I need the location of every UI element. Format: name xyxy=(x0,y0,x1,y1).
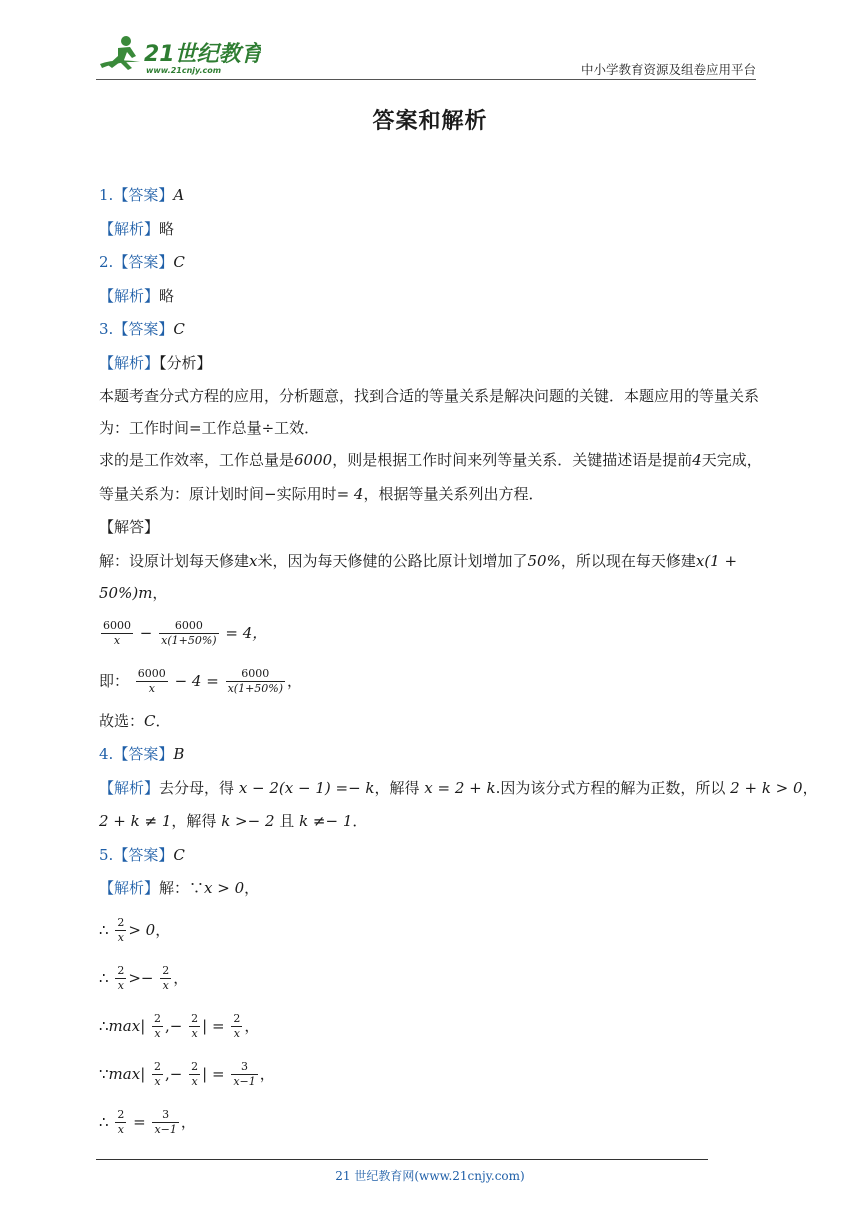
q3-analysis-text-2: 求的是工作效率，工作总量是6000，则是根据工作时间来列等量关系．关键描述语是提前4天完成， xyxy=(99,451,762,469)
q5-step-3: ∴max| $\frac{2}{x}$ ,− $\frac{2}{x}$ | = $\frac{2}{x}$ ， xyxy=(99,1012,260,1040)
q3-equation-2: 即： $\frac{6000}{x}$ − 4 = $\frac{6000}{x(1+50\%)}$ ， xyxy=(99,667,303,695)
q3-analysis-text-3: 等量关系为：原计划时间−实际用时= 4，根据等量关系列出方程． xyxy=(99,484,544,503)
site-logo xyxy=(96,34,261,76)
q5-analysis: 【解析】解：∵x > 0， xyxy=(99,879,260,897)
q3-analysis-heading: 【解析】【分析】 xyxy=(99,353,212,372)
platform-name: 中小学教育资源及组卷应用平台 xyxy=(580,62,756,77)
q2-analysis: 【解析】略 xyxy=(99,286,175,305)
page-header xyxy=(96,30,756,80)
q2-answer: 2.【答案】C xyxy=(99,253,185,271)
q4-analysis-2: 2 + k ≠ 1，解得 k >− 2 且 k ≠− 1． xyxy=(99,812,368,830)
q3-solution-text: 解：设原计划每天修建x米，因为每天修健的公路比原计划增加了50%，所以现在每天修建x(1 + 50%)m， xyxy=(99,551,738,602)
header-divider xyxy=(96,79,756,80)
q3-choice: 故选：C． xyxy=(99,711,171,730)
page-title: 答案和解析 xyxy=(372,108,488,134)
q4-analysis: 【解析】去分母，得 x − 2(x − 1) =− k，解得 x = 2 + k.因为该分式方程的解为正数，所以 2 + k > 0， xyxy=(99,778,818,797)
q3-answer: 3.【答案】C xyxy=(99,320,185,338)
svg-text:21世纪教育: 21世纪教育 xyxy=(144,42,261,67)
svg-text:www.21cnjy.com: www.21cnjy.com xyxy=(146,66,222,75)
q5-step-5: ∴ $\frac{2}{x}$ = $\frac{3}{x-1}$ ， xyxy=(99,1108,196,1136)
q5-answer: 5.【答案】C xyxy=(99,845,185,864)
q3-equation: $\frac{6000}{x}$ − $\frac{6000}{x(1+50\%)}$ = 4， xyxy=(103,619,268,647)
q1-answer: 1.【答案】A xyxy=(99,186,185,204)
page-footer: 21 世纪教育网(www.21cnjy.com) xyxy=(335,1169,525,1183)
answer-content xyxy=(99,179,818,1146)
q5-step-1: ∴ $\frac{2}{x}$ > 0， xyxy=(99,916,171,944)
q3-analysis-text: 本题考查分式方程的应用，分析题意，找到合适的等量关系是解决问题的关键．本题应用的等量关系为：工作时间=工作总量÷工效． xyxy=(99,387,760,437)
q1-analysis: 【解析】略 xyxy=(99,219,175,238)
q5-step-2: ∴ $\frac{2}{x}$ >− $\frac{2}{x}$ ， xyxy=(99,964,189,992)
q4-answer: 4.【答案】B xyxy=(99,745,185,763)
q3-solution-heading: 【解答】 xyxy=(99,518,160,536)
q5-step-4: ∵max| $\frac{2}{x}$ ,− $\frac{2}{x}$ | = $\frac{3}{x-1}$ ， xyxy=(99,1060,275,1088)
footer-divider xyxy=(96,1159,708,1160)
